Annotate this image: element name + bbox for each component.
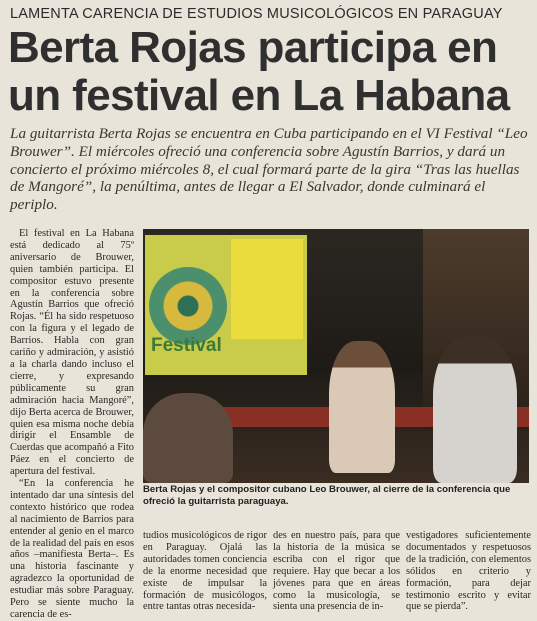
berta-rojas-figure [329,341,395,473]
body-column-2: tudios musicológicos de rigor en Paraguay. Ojalá las autoridades tomen conciencia de la enorme necesidad que existe de impulsar la formación de musicólogos, entre tantas otras necesida- [143,530,267,613]
kicker: LAMENTA CARENCIA DE ESTUDIOS MUSICOLÓGICOS EN PARAGUAY [10,6,503,22]
body-paragraph: El festival en La Habana está dedicado al 75º aniversario de Brouwer, quien también participa. El compositor estuvo presente en la conferencia sobre Agustín Barrios que ofreció Rojas. “Él ha sido respetuoso con la figura y el legado de Barrios. Habla con gran cariño y admiración, y asistió a la charla dando incluso el cierre, y expresando públicamente su gran admiración hacia Mangoré”, dijo Berta acerca de Brouwer, quien esa misma noche debía dirigir el Ensamble de Cuerdas que acompañó a Fito Páez en el concierto de apertura del festival. [10,228,134,478]
lead-paragraph: La guitarrista Berta Rojas se encuentra en Cuba participando en el VI Festival “Leo Brouwer”. El miércoles ofreció una conferencia sobre Agustín Barrios, y dará un concierto el próximo miércoles 8, el cual formará parte de la gira “Tras las huellas de Mangoré”, la penúltima, antes de llegar a El Salvador, donde culminará el periplo. [10,125,528,214]
body-column-3: des en nuestro país, para que la historia de la música se escriba con el rigor que requiere. Hay que becar a los jóvenes para que en áreas como la musicología, se sienta una presencia de in- [273,530,400,613]
photo-caption: Berta Rojas y el compositor cubano Leo Brouwer, al cierre de la conferencia que ofreció la guitarrista paraguaya. [143,484,511,507]
body-column-1 [10,228,134,620]
headline: Berta Rojas participa en un festival en La Habana [8,23,510,120]
leo-brouwer-figure [433,337,517,483]
festival-logo-graphic [149,267,227,345]
projection-screen [145,235,307,375]
audience-head [143,393,233,483]
body-paragraph: “En la conferencia he intentado dar una síntesis del contexto histórico que rodea al nacimiento de Barrios para entender al genio en el marco de la realidad del país en esos años –manifiesta Berta–. Es una historia fascinante y agradezco la oportunidad de estudiar más sobre Paraguay. Pero se siente mucho la carencia de es- [10,478,134,620]
body-column-4: vestigadores suficientemente documentados y respetuosos de la tradición, con elementos sólidos en criterio y formación, para dejar testimonio escrito y evitar que se pierda”. [406,530,531,613]
slide-text-panel [231,239,303,339]
festival-logo-wordmark: Festival [151,335,222,356]
article-photo [143,229,529,483]
